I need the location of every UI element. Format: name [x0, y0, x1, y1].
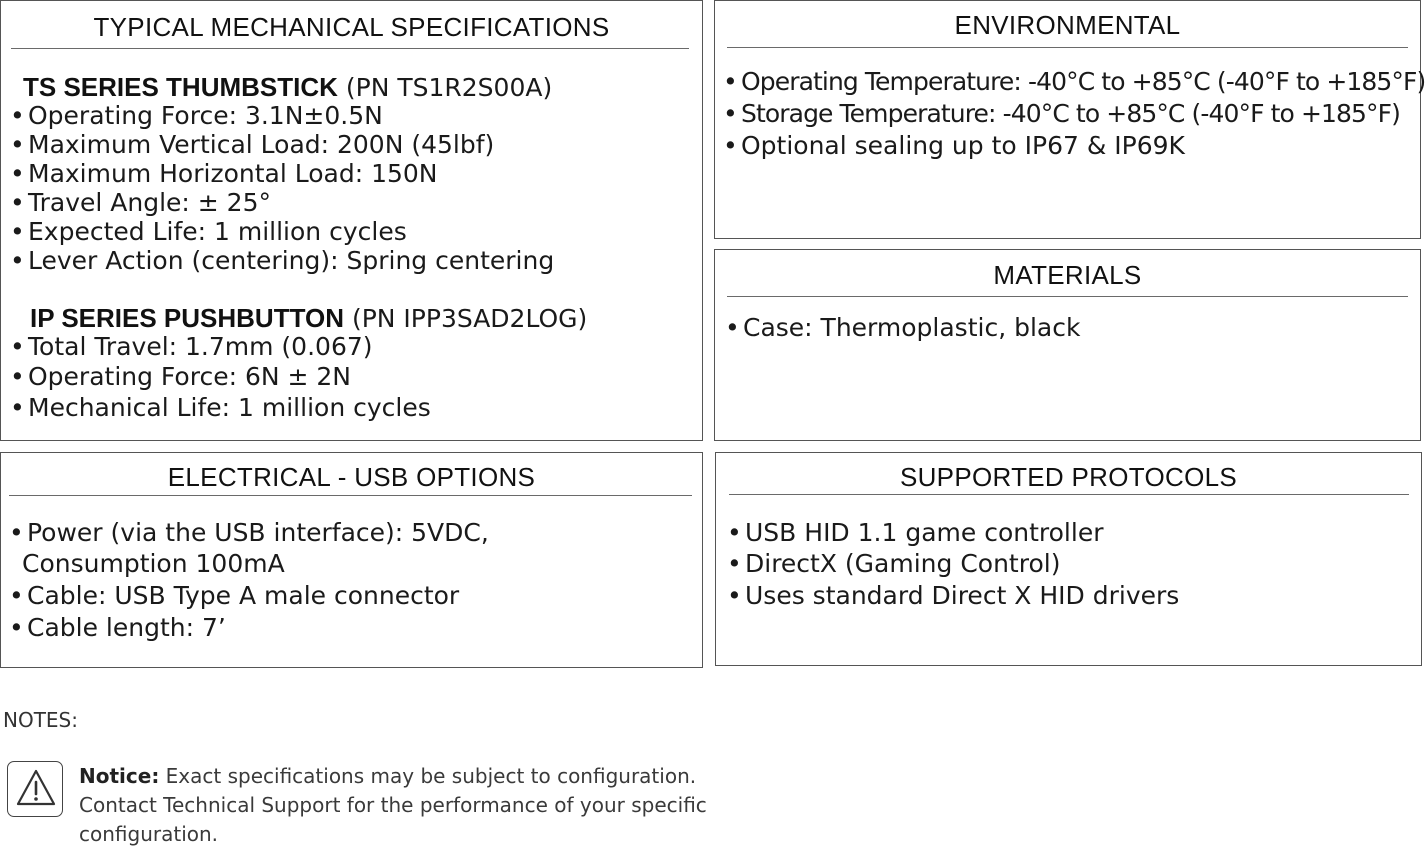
environmental-panel: [714, 0, 1425, 239]
list-item: • Optional sealing up to IP67 & IP69K: [723, 131, 1185, 160]
list-item: • Maximum Horizontal Load: 150N: [10, 159, 438, 188]
protocols-title: SUPPORTED PROTOCOLS: [899, 462, 1238, 492]
pushbutton-part-number: (PN IPP3SAD2LOG): [351, 304, 588, 333]
warning-triangle-icon: [7, 761, 63, 817]
list-item: • Mechanical Life: 1 million cycles: [10, 393, 431, 422]
thumbstick-series-name: TS SERIES THUMBSTICK: [23, 72, 338, 102]
list-item: • Lever Action (centering): Spring centering: [10, 246, 555, 275]
pushbutton-series-name: IP SERIES PUSHBUTTON: [30, 303, 344, 333]
notes-label: NOTES:: [3, 708, 78, 732]
list-item: • Total Travel: 1.7mm (0.067): [10, 332, 373, 361]
notice-label: Notice:: [79, 764, 160, 788]
mechanical-specs-panel: [0, 0, 703, 441]
list-item: • Power (via the USB interface): 5VDC,: [9, 518, 489, 547]
list-item: • Operating Force: 3.1N±0.5N: [10, 101, 383, 130]
mechanical-title-divider: [11, 48, 689, 49]
protocols-title-divider: [729, 494, 1409, 495]
list-item-continuation: Consumption 100mA: [22, 549, 285, 578]
list-item: • Cable: USB Type A male connector: [9, 581, 460, 610]
environmental-title-divider: [727, 47, 1408, 48]
list-item: • Expected Life: 1 million cycles: [10, 217, 407, 246]
pushbutton-heading: [30, 303, 587, 334]
list-item: • Operating Force: 6N ± 2N: [10, 362, 351, 391]
environmental-title: ENVIRONMENTAL: [954, 10, 1181, 40]
list-item: • DirectX (Gaming Control): [727, 549, 1061, 578]
thumbstick-part-number: (PN TS1R2S00A): [345, 73, 553, 102]
notice-body: Exact specifications may be subject to configuration. Contact Technical Support for the performance of your specific configuration.: [79, 764, 707, 846]
protocols-panel: [715, 452, 1422, 666]
list-item: • Cable length: 7’: [9, 613, 226, 642]
thumbstick-heading: [23, 72, 552, 103]
materials-title: MATERIALS: [993, 260, 1142, 290]
materials-title-divider: [727, 296, 1408, 297]
list-item: • Travel Angle: ± 25°: [10, 188, 271, 217]
list-item: • Operating Temperature: -40°C to +85°C (-40°F to +185°F): [723, 67, 1425, 96]
electrical-title-divider: [9, 495, 692, 496]
list-item: • Case: Thermoplastic, black: [725, 313, 1081, 342]
notice-message: [79, 762, 719, 849]
list-item: • Maximum Vertical Load: 200N (45lbf): [10, 130, 495, 159]
electrical-title: ELECTRICAL - USB OPTIONS: [167, 462, 536, 492]
list-item: • Storage Temperature: -40°C to +85°C (-40°F to +185°F): [723, 99, 1400, 128]
electrical-panel: [0, 452, 703, 668]
list-item: • USB HID 1.1 game controller: [727, 518, 1104, 547]
list-item: • Uses standard Direct X HID drivers: [727, 581, 1180, 610]
mechanical-specs-title: TYPICAL MECHANICAL SPECIFICATIONS: [93, 12, 610, 42]
materials-panel: [714, 249, 1421, 441]
